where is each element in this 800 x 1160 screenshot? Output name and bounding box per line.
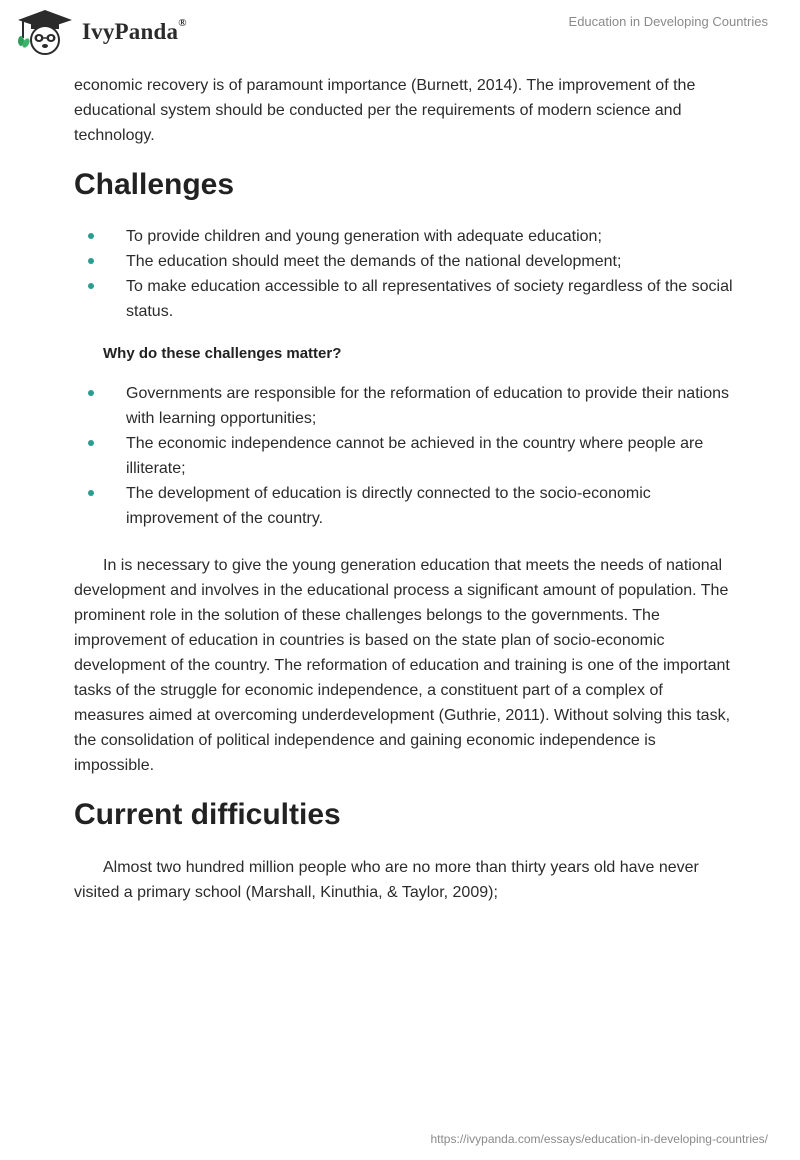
why-subheading: Why do these challenges matter?: [103, 345, 342, 362]
bullet-icon: [88, 283, 94, 289]
challenges-list: [74, 224, 734, 324]
bullet-icon: [88, 258, 94, 264]
list-item: The development of education is directly connected to the socio-economic improvement of the country.: [74, 481, 734, 531]
difficulties-paragraph: Almost two hundred million people who are no more than thirty years old have never visited a primary school (Marshall, Kinuthia, & Taylor, 2009);: [74, 859, 699, 901]
article-content: [74, 70, 734, 905]
intro-paragraph: economic recovery is of paramount importance (Burnett, 2014). The improvement of the educational system should be conducted per the requirements of modern science and technology.: [74, 77, 696, 144]
panda-graduate-icon: [14, 8, 76, 56]
list-item: To make education accessible to all representatives of society regardless of the social status.: [74, 274, 734, 324]
bullet-icon: [88, 440, 94, 446]
list-item: Governments are responsible for the reformation of education to provide their nations with learning opportunities;: [74, 381, 734, 431]
why-list: [74, 381, 734, 531]
document-title: Education in Developing Countries: [568, 14, 768, 29]
page-header: [0, 0, 800, 70]
brand-name: IvyPanda®: [82, 17, 187, 44]
list-item: To provide children and young generation with adequate education;: [74, 224, 734, 249]
list-item: The education should meet the demands of the national development;: [74, 249, 734, 274]
source-url[interactable]: https://ivypanda.com/essays/education-in-developing-countries/: [430, 1132, 768, 1146]
challenges-heading: Challenges: [74, 168, 235, 201]
list-item: The economic independence cannot be achieved in the country where people are illiterate;: [74, 431, 734, 481]
body-paragraph: In is necessary to give the young generation education that meets the needs of national development and involves in the educational process a significant amount of population. The prominent role in the solution of these challenges belongs to the governments. The improvement of education in countries is based on the state plan of socio-economic development of the country. The reformation of education and training is one of the important tasks of the struggle for economic independence, a constituent part of a complex of measures aimed at overcoming underdevelopment (Guthrie, 2011). Without solving this task, the consolidation of political independence and gaining economic independence is impossible.: [74, 557, 731, 774]
difficulties-heading: Current difficulties: [74, 798, 341, 831]
bullet-icon: [88, 390, 94, 396]
bullet-icon: [88, 233, 94, 239]
bullet-icon: [88, 490, 94, 496]
ivypanda-logo[interactable]: [14, 8, 187, 56]
